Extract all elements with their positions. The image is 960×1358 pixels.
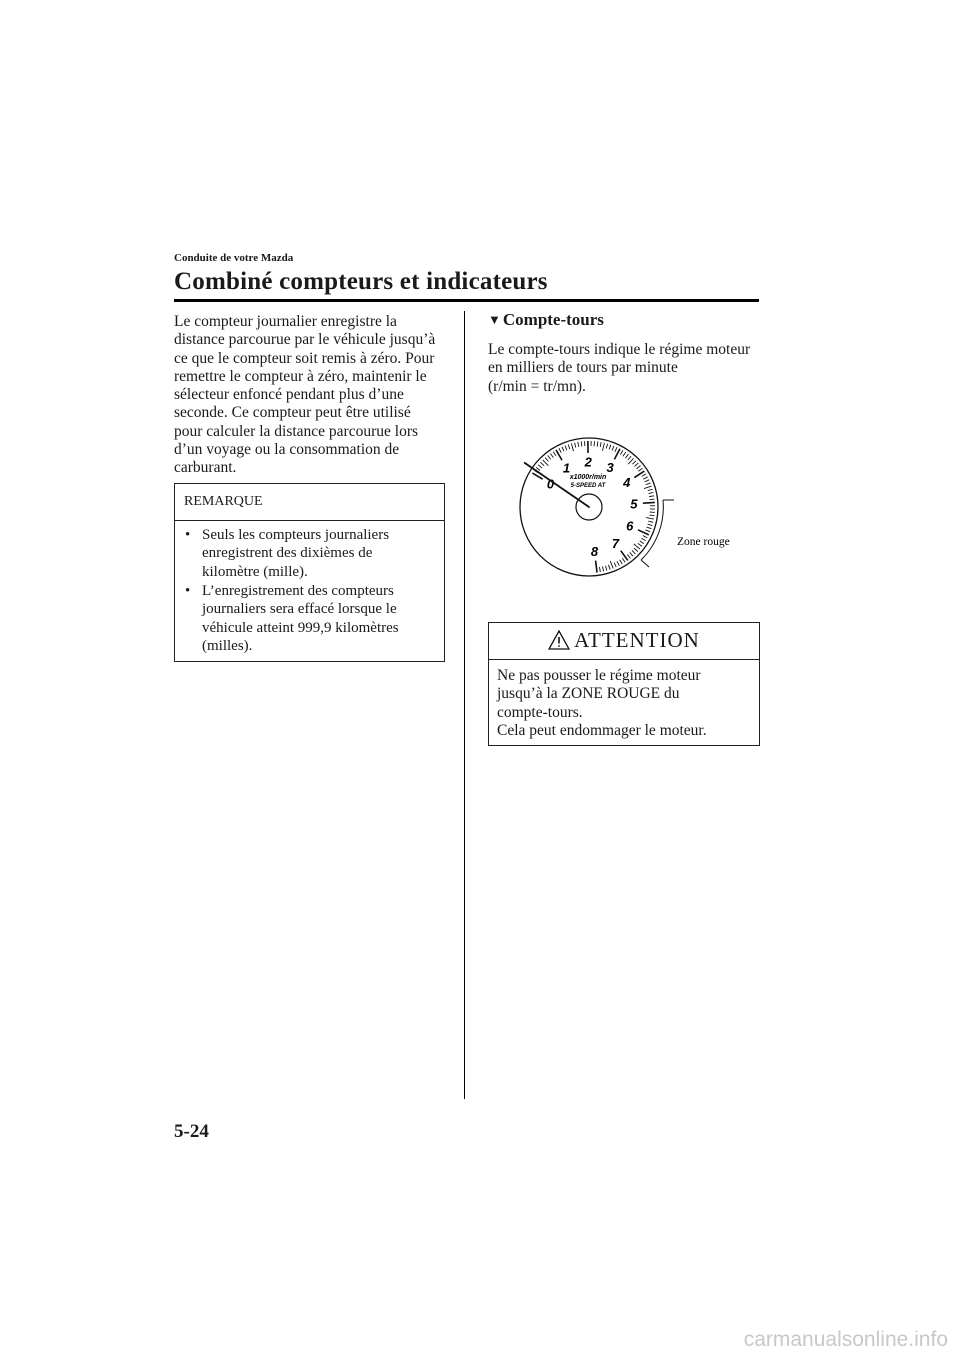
gauge-scale-number: 1 <box>562 460 571 476</box>
gauge-scale-number: 6 <box>626 518 634 534</box>
note-box <box>174 483 445 662</box>
gauge-scale-number: 3 <box>606 459 614 475</box>
note-line: Seuls les compteurs journaliers <box>202 527 390 543</box>
note-line: kilomètre (mille). <box>202 563 308 580</box>
caution-line: Cela peut endommager le moteur. <box>497 721 707 739</box>
intro-line: d’un voyage ou la consommation de <box>174 441 400 459</box>
triangle-down-icon: ▼ <box>488 312 501 327</box>
gauge-scale-number: 2 <box>584 454 592 470</box>
description-line: en milliers de tours par minute <box>488 359 678 377</box>
tachometer-heading-text: Compte-tours <box>502 310 604 329</box>
intro-line: carburant. <box>174 459 237 477</box>
note-line: véhicule atteint 999,9 kilomètres <box>202 619 399 636</box>
gauge-transmission-label: 5-SPEED AT <box>570 483 606 489</box>
intro-line: Le compteur journalier enregistre la <box>174 313 397 330</box>
tachometer-description <box>488 341 763 396</box>
note-line: journaliers sera effacé lorsque le <box>202 601 397 618</box>
gauge-tick <box>643 502 655 503</box>
gauge-scale-number: 4 <box>623 474 631 490</box>
gauge-unit-label: x1000r/min <box>569 474 607 481</box>
intro-line: seconde. Ce compteur peut être utilisé <box>174 404 411 422</box>
watermark: carmanualsonline.info <box>743 1328 948 1351</box>
intro-line: ce que le compteur soit remis à zéro. Pour <box>174 349 435 367</box>
tachometer-heading <box>488 310 604 330</box>
caution-line: jusqu’à la ZONE ROUGE du <box>497 685 680 703</box>
column-divider <box>464 311 465 1099</box>
note-header <box>175 484 444 521</box>
intro-paragraph <box>174 313 452 478</box>
note-line: L’enregistrement des compteurs <box>202 583 394 599</box>
description-line: (r/min = tr/mn). <box>488 377 586 395</box>
intro-line: remettre le compteur à zéro, maintenir le <box>174 367 427 385</box>
gauge-scale-number: 0 <box>546 476 555 492</box>
gauge-scale-number: 7 <box>611 535 620 551</box>
caution-line: Ne pas pousser le régime moteur <box>497 667 701 684</box>
caution-header <box>489 623 759 660</box>
note-item <box>185 526 435 581</box>
note-item <box>185 582 435 655</box>
warning-triangle-icon <box>548 630 570 650</box>
red-zone-label: Zone rouge <box>677 536 730 548</box>
gauge-tick <box>581 441 582 446</box>
note-title: REMARQUE <box>184 494 263 509</box>
note-line: (milles). <box>202 637 253 654</box>
gauge-scale-number: 5 <box>630 496 638 512</box>
chapter-title: Combiné compteurs et indicateurs <box>174 268 548 295</box>
intro-line: sélecteur enfoncé pendant plus d’une <box>174 386 404 404</box>
note-line: enregistrent des dixièmes de <box>202 545 373 562</box>
description-line: Le compte-tours indique le régime moteur <box>488 341 751 358</box>
intro-line: distance parcourue par le véhicule jusqu’à <box>174 331 436 349</box>
section-label: Conduite de votre Mazda <box>174 252 294 264</box>
tachometer-gauge <box>512 432 752 582</box>
red-zone-bracket-tick <box>641 560 649 567</box>
caution-line: compte-tours. <box>497 703 583 721</box>
gauge-tick <box>650 499 655 500</box>
caution-text <box>497 667 753 740</box>
header-rule <box>174 299 759 302</box>
caution-title: ATTENTION <box>574 628 700 652</box>
gauge-scale-number: 8 <box>590 544 599 560</box>
bullet-icon: • <box>185 583 191 599</box>
intro-line: pour calculer la distance parcourue lors <box>174 422 419 440</box>
page-number: 5-24 <box>174 1121 209 1142</box>
caution-box <box>488 622 760 746</box>
bullet-icon: • <box>185 527 191 543</box>
